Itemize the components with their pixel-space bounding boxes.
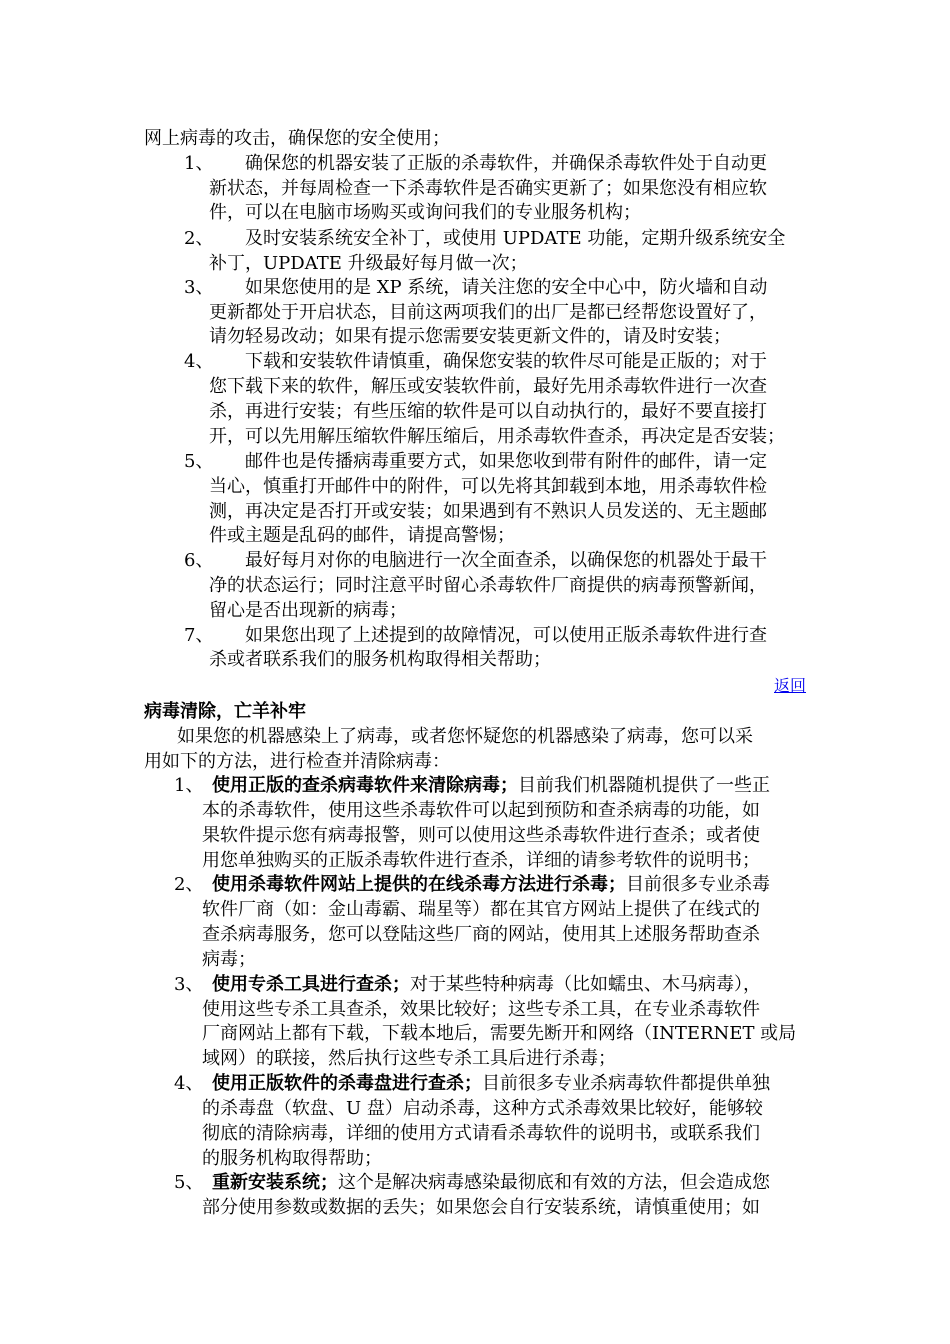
item-text-line: 彻底的清除病毒，详细的使用方式请看杀毒软件的说明书，或联系我们 <box>202 1123 760 1144</box>
item-text-line: 软件厂商（如：金山毒霸、瑞星等）都在其官方网站上提供了在线式的 <box>202 899 760 920</box>
item-text-line: 域网）的联接，然后执行这些专杀工具后进行杀毒； <box>202 1048 616 1069</box>
item-text-line: 如果您出现了上述提到的故障情况，可以使用正版杀毒软件进行查 <box>245 625 767 646</box>
item-number: 5、 <box>184 451 214 472</box>
item-text-line: 的服务机构取得帮助； <box>202 1148 382 1169</box>
item-text-line: 留心是否出现新的病毒； <box>209 600 407 621</box>
item-text-line: 下载和安装软件请慎重，确保您安装的软件尽可能是正版的；对于 <box>245 351 767 372</box>
item-text-line: 请勿轻易改动；如果有提示您需要安装更新文件的，请及时安装； <box>209 326 731 347</box>
item-text-line: 测，再决定是否打开或安装；如果遇到有不熟识人员发送的、无主题邮 <box>209 501 767 522</box>
item-heading: 重新安装系统； <box>212 1172 338 1193</box>
item-heading: 使用专杀工具进行查杀； <box>212 974 410 995</box>
item-number: 3、 <box>184 277 214 298</box>
item-text-line: 更新都处于开启状态，目前这两项我们的出厂是都已经帮您设置好了， <box>209 302 767 323</box>
item-text-line: 部分使用参数或数据的丢失；如果您会自行安装系统，请慎重使用；如 <box>202 1197 760 1218</box>
return-link[interactable]: 返回 <box>774 676 807 695</box>
item-heading: 使用正版的查杀病毒软件来清除病毒； <box>212 775 518 796</box>
item-heading: 使用正版软件的杀毒盘进行查杀； <box>212 1073 482 1094</box>
item-text-line: 您下载下来的软件，解压或安装软件前，最好先用杀毒软件进行一次查 <box>209 376 767 397</box>
item-text: 目前我们机器随机提供了一些正 <box>518 775 770 796</box>
item-text-line: 果软件提示您有病毒报警，则可以使用这些杀毒软件进行查杀；或者使 <box>202 825 760 846</box>
item-heading: 使用杀毒软件网站上提供的在线杀毒方法进行杀毒； <box>212 874 626 895</box>
item-number: 2、 <box>184 228 214 249</box>
item-first-line <box>212 1171 770 1195</box>
item-text-line: 及时安装系统安全补丁，或使用 UPDATE 功能，定期升级系统安全 <box>245 228 786 249</box>
item-text-line: 邮件也是传播病毒重要方式，如果您收到带有附件的邮件，请一定 <box>245 451 767 472</box>
item-first-line <box>212 873 770 897</box>
item-text-line: 最好每月对你的电脑进行一次全面查杀，以确保您的机器处于最干 <box>245 550 767 571</box>
item-text-line: 开，可以先用解压缩软件解压缩后，用杀毒软件查杀，再决定是否安装； <box>209 426 785 447</box>
item-text-line: 厂商网站上都有下载，下载本地后，需要先断开和网络（INTERNET 或局 <box>202 1023 797 1044</box>
section-intro-line: 如果您的机器感染上了病毒，或者您怀疑您的机器感染了病毒，您可以采 <box>177 726 753 747</box>
item-text-line: 当心，慎重打开邮件中的附件，可以先将其卸载到本地，用杀毒软件检 <box>209 476 767 497</box>
item-text-line: 病毒； <box>202 949 256 970</box>
section-intro-line: 用如下的方法，进行检查并清除病毒： <box>144 751 450 772</box>
item-text-line: 使用这些专杀工具查杀，效果比较好；这些专杀工具，在专业杀毒软件 <box>202 999 760 1020</box>
item-text: 对于某些特种病毒（比如蠕虫、木马病毒）， <box>410 974 761 995</box>
item-first-line <box>212 973 761 997</box>
item-text: 目前很多专业杀病毒软件都提供单独 <box>482 1073 770 1094</box>
item-number: 2、 <box>174 874 204 895</box>
item-text-line: 件，可以在电脑市场购买或询问我们的专业服务机构； <box>209 202 641 223</box>
item-text-line: 杀或者联系我们的服务机构取得相关帮助； <box>209 649 551 670</box>
item-first-line <box>212 774 770 798</box>
item-number: 1、 <box>174 775 204 796</box>
intro-line: 网上病毒的攻击，确保您的安全使用； <box>144 128 450 149</box>
item-text: 这个是解决病毒感染最彻底和有效的方法，但会造成您 <box>338 1172 770 1193</box>
item-number: 6、 <box>184 550 214 571</box>
item-text-line: 如果您使用的是 XP 系统，请关注您的安全中心中，防火墙和自动 <box>245 277 768 298</box>
item-number: 4、 <box>184 351 214 372</box>
item-number: 1、 <box>184 153 214 174</box>
item-first-line <box>212 1072 770 1096</box>
item-text-line: 的杀毒盘（软盘、U 盘）启动杀毒，这种方式杀毒效果比较好，能够较 <box>202 1098 763 1119</box>
item-number: 4、 <box>174 1073 204 1094</box>
item-text: 目前很多专业杀毒 <box>626 874 770 895</box>
item-number: 5、 <box>174 1172 204 1193</box>
item-text-line: 本的杀毒软件，使用这些杀毒软件可以起到预防和查杀病毒的功能，如 <box>202 800 760 821</box>
item-text-line: 件或主题是乱码的邮件，请提高警惕； <box>209 525 515 546</box>
section-title: 病毒清除，亡羊补牢 <box>144 701 306 722</box>
item-number: 7、 <box>184 625 214 646</box>
item-text-line: 杀，再进行安装；有些压缩的软件是可以自动执行的，最好不要直接打 <box>209 401 767 422</box>
item-text-line: 确保您的机器安装了正版的杀毒软件，并确保杀毒软件处于自动更 <box>245 153 767 174</box>
item-text-line: 查杀病毒服务，您可以登陆这些厂商的网站，使用其上述服务帮助查杀 <box>202 924 760 945</box>
item-text-line: 新状态，并每周检查一下杀毒软件是否确实更新了；如果您没有相应软 <box>209 178 767 199</box>
item-text-line: 净的状态运行；同时注意平时留心杀毒软件厂商提供的病毒预警新闻， <box>209 575 767 596</box>
item-text-line: 用您单独购买的正版杀毒软件进行查杀，详细的请参考软件的说明书； <box>202 850 760 871</box>
item-text-line: 补丁，UPDATE 升级最好每月做一次； <box>209 253 528 274</box>
item-number: 3、 <box>174 974 204 995</box>
